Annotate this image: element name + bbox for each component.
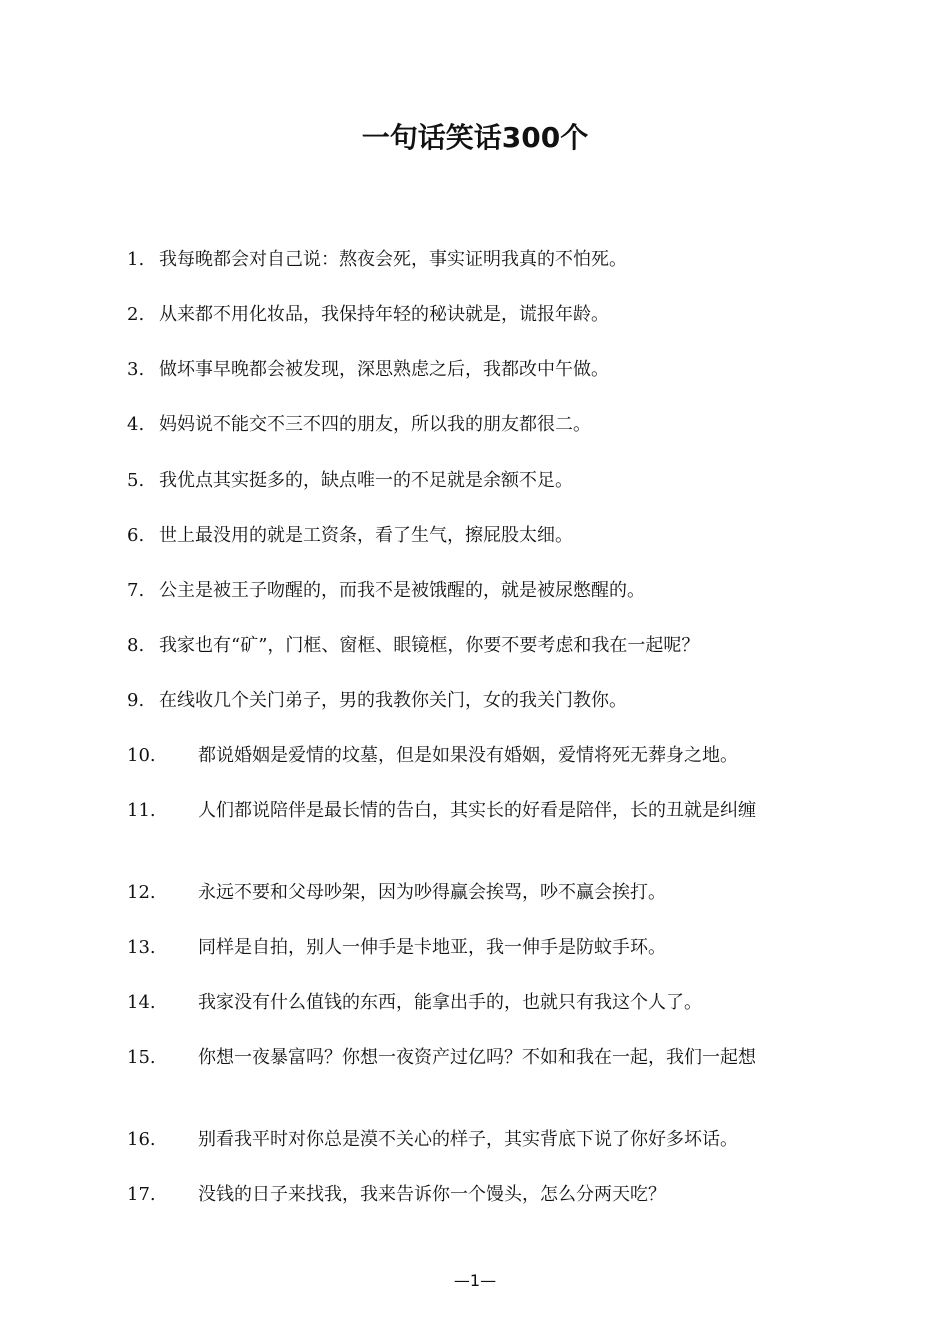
item-number: 5. [127, 470, 145, 491]
item-text: 妈妈说不能交不三不四的朋友，所以我的朋友都很二。 [159, 414, 591, 435]
item-text: 人们都说陪伴是最长情的告白，其实长的好看是陪伴，长的丑就是纠缠 [198, 800, 756, 821]
list-item [83, 355, 883, 385]
item-number: 13. [127, 937, 156, 958]
list-item [83, 466, 883, 496]
item-text: 我家也有“矿”，门框、窗框、眼镜框，你要不要考虑和我在一起呢？ [159, 635, 700, 656]
item-text: 我每晚都会对自己说：熬夜会死，事实证明我真的不怕死。 [159, 249, 627, 270]
item-text: 从来都不用化妆品，我保持年轻的秘诀就是，谎报年龄。 [159, 304, 609, 325]
list-item [83, 245, 883, 275]
list-item [83, 300, 883, 330]
item-number: 16. [127, 1129, 156, 1150]
item-number: 2. [127, 304, 145, 325]
list-item [83, 1125, 883, 1155]
page-number: —1— [453, 1271, 497, 1290]
item-number: 1. [127, 249, 145, 270]
page-title: 一句话笑话300个 [361, 121, 589, 154]
list-item [83, 576, 883, 606]
item-text: 别看我平时对你总是漠不关心的样子，其实背底下说了你好多坏话。 [198, 1129, 738, 1150]
list-item [83, 521, 883, 551]
list-item [83, 796, 883, 826]
item-number: 8. [127, 635, 145, 656]
item-text: 公主是被王子吻醒的，而我不是被饿醒的，就是被尿憋醒的。 [159, 580, 645, 601]
list-item [83, 1043, 883, 1073]
item-number: 14. [127, 992, 156, 1013]
list-item [83, 686, 883, 716]
item-number: 15. [127, 1047, 156, 1068]
list-item [83, 1180, 883, 1210]
item-text: 做坏事早晚都会被发现，深思熟虑之后，我都改中午做。 [159, 359, 609, 380]
item-number: 10. [127, 745, 156, 766]
item-text: 我家没有什么值钱的东西，能拿出手的，也就只有我这个人了。 [198, 992, 702, 1013]
item-text: 永远不要和父母吵架，因为吵得赢会挨骂，吵不赢会挨打。 [198, 882, 666, 903]
item-number: 9. [127, 690, 145, 711]
item-number: 3. [127, 359, 145, 380]
item-text: 你想一夜暴富吗？你想一夜资产过亿吗？不如和我在一起，我们一起想 [198, 1047, 756, 1068]
item-number: 7. [127, 580, 145, 601]
item-number: 12. [127, 882, 156, 903]
list-item [83, 741, 883, 771]
list-item [83, 933, 883, 963]
item-text: 同样是自拍，别人一伸手是卡地亚，我一伸手是防蚊手环。 [198, 937, 666, 958]
item-text: 我优点其实挺多的，缺点唯一的不足就是余额不足。 [159, 470, 573, 491]
list-item [83, 631, 883, 661]
item-number: 4. [127, 414, 145, 435]
item-number: 6. [127, 525, 145, 546]
item-number: 11. [127, 800, 156, 821]
item-number: 17. [127, 1184, 156, 1205]
item-text: 没钱的日子来找我，我来告诉你一个馒头，怎么分两天吃？ [198, 1184, 666, 1205]
list-item [83, 988, 883, 1018]
item-text: 在线收几个关门弟子，男的我教你关门，女的我关门教你。 [159, 690, 627, 711]
list-item [83, 878, 883, 908]
item-text: 世上最没用的就是工资条，看了生气，擦屁股太细。 [159, 525, 573, 546]
list-item [83, 410, 883, 440]
item-text: 都说婚姻是爱情的坟墓，但是如果没有婚姻，爱情将死无葬身之地。 [198, 745, 738, 766]
